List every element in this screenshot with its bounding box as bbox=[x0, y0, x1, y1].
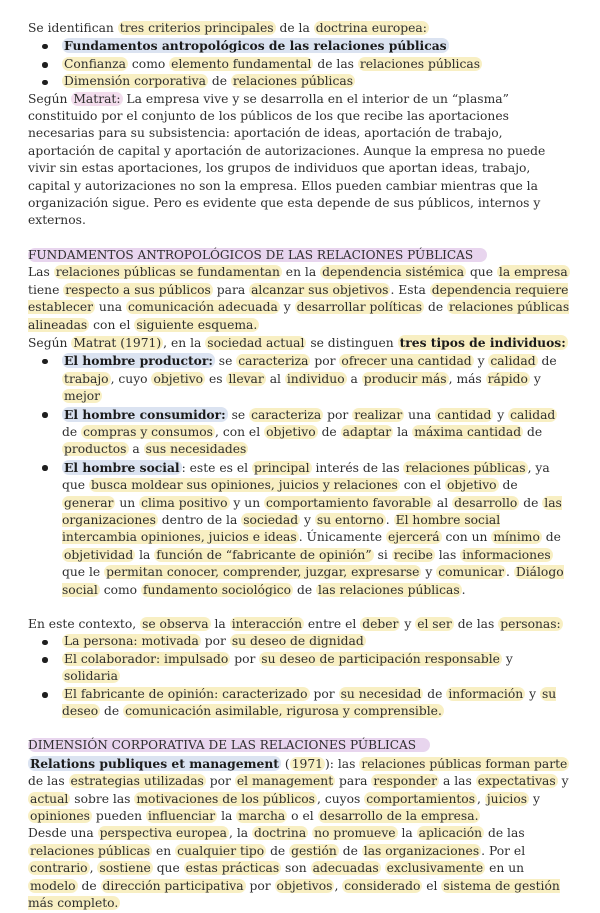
highlight: El fabricante de opinión: caracterizado bbox=[64, 686, 308, 701]
intro-lead bbox=[28, 20, 572, 37]
highlight: no promueve bbox=[314, 826, 396, 841]
section1-paragraph bbox=[28, 264, 572, 334]
text-run: de bbox=[537, 354, 557, 369]
highlight: función de “fabricante de opinión” bbox=[156, 547, 372, 562]
highlight: gestión bbox=[291, 843, 337, 858]
text-run: pueden bbox=[91, 809, 146, 824]
text-run: , cuyos bbox=[317, 791, 365, 806]
text-run: Las bbox=[28, 265, 54, 280]
text-run: que bbox=[152, 861, 184, 876]
context-lead bbox=[28, 616, 572, 633]
highlight: considerado bbox=[344, 878, 421, 893]
highlight: las relaciones públicas bbox=[318, 582, 460, 597]
highlight: adaptar bbox=[342, 424, 392, 439]
text-run: de bbox=[424, 300, 448, 315]
list-item bbox=[62, 633, 572, 650]
highlight: su deseo de participación responsable bbox=[261, 651, 500, 666]
text-run: . Únicamente bbox=[298, 530, 386, 545]
text-run: tiene bbox=[28, 282, 64, 297]
text-run: un bbox=[115, 495, 140, 510]
text-run: y bbox=[279, 300, 295, 315]
highlight: aplicación bbox=[418, 826, 483, 841]
text-run: . bbox=[506, 565, 514, 580]
text-run: o el bbox=[287, 809, 318, 824]
text-run: de bbox=[423, 686, 447, 701]
highlight: comunicar bbox=[438, 565, 505, 580]
highlight: expectativas bbox=[477, 774, 556, 789]
list-item bbox=[62, 56, 572, 73]
highlight: principal bbox=[253, 460, 310, 475]
highlight: interacción bbox=[231, 617, 302, 631]
highlight: se observa bbox=[142, 617, 209, 631]
text-run: de la bbox=[275, 21, 314, 35]
list-item bbox=[62, 686, 572, 721]
highlight: el management bbox=[236, 774, 334, 789]
highlight: objetivo bbox=[447, 478, 497, 493]
list-item bbox=[62, 73, 572, 90]
text-run: para bbox=[212, 282, 250, 297]
highlight: máxima cantidad bbox=[414, 424, 522, 439]
text-run: en la bbox=[281, 265, 321, 280]
text-run: ( bbox=[280, 756, 290, 771]
highlight: Fundamentos antropológicos de las relaciones públicas bbox=[64, 38, 447, 54]
text-run: Se identifican bbox=[28, 21, 118, 35]
text-run: por bbox=[205, 774, 235, 789]
text-run: La empresa vive y se desarrolla en el interior de un “plasma” constituido por el conjunto de los públicos de los que recibe las aportaciones necesarias para su subsistencia: aportación de ideas, aportación de trabajo, aportación de capital y aportación de autorizaciones. Aunque la empresa no puede vivir sin estas aportaciones, los grupos de individuos que aportan ideas, trabajo, capital y autorizaciones no son la empresa. Ellos pueden cambiar mientras que la organización sigue. Pero es evidente que esta depende de sus públicos, internos y externos. bbox=[28, 91, 546, 228]
highlight: productos bbox=[64, 442, 127, 457]
text-run: el bbox=[422, 878, 442, 893]
highlight: modelo bbox=[30, 878, 76, 893]
highlight: adecuadas bbox=[312, 861, 379, 876]
text-run: y bbox=[400, 617, 416, 631]
text-run: para bbox=[335, 774, 372, 789]
text-run: de bbox=[541, 530, 561, 545]
highlight: estrategias utilizadas bbox=[70, 774, 204, 789]
text-run: Según bbox=[28, 91, 72, 106]
text-run: si bbox=[373, 547, 392, 562]
type-name: El hombre productor: bbox=[64, 353, 213, 369]
text-run: . bbox=[385, 512, 394, 527]
highlight: estas prácticas bbox=[185, 861, 280, 876]
text-run: , más bbox=[448, 371, 486, 386]
text-run: y un bbox=[229, 495, 265, 510]
highlight: elemento fundamental bbox=[171, 56, 312, 71]
highlight: compras y consumos bbox=[83, 424, 213, 439]
highlight: relaciones públicas bbox=[30, 843, 151, 858]
text-run: con el bbox=[399, 478, 445, 493]
highlight: objetividad bbox=[64, 547, 134, 562]
highlight: solidaria bbox=[64, 669, 118, 684]
highlight: relaciones públicas se fundamentan bbox=[55, 265, 280, 280]
highlight: marcha bbox=[238, 809, 286, 824]
text-run: , en la bbox=[163, 335, 206, 350]
highlight: relaciones públicas forman parte bbox=[361, 756, 568, 771]
highlight: actual bbox=[30, 791, 69, 806]
text-run: , bbox=[334, 878, 343, 893]
highlight: motivaciones de los públicos bbox=[136, 791, 315, 806]
highlight: sociedad actual bbox=[207, 335, 305, 350]
highlight: personas: bbox=[500, 617, 561, 631]
text-run: , bbox=[89, 861, 98, 876]
highlight: dependencia requiere establecer bbox=[28, 282, 569, 315]
highlight: dirección participativa bbox=[102, 878, 244, 893]
text-run: al bbox=[432, 495, 453, 510]
highlight: siguiente esquema. bbox=[136, 317, 258, 332]
highlight: alcanzar sus objetivos bbox=[251, 282, 389, 297]
text-run: por bbox=[230, 651, 260, 666]
section-heading bbox=[28, 737, 572, 754]
highlight: calidad bbox=[490, 354, 536, 369]
highlight: Matrat: bbox=[73, 91, 121, 106]
text-run: de las bbox=[313, 56, 358, 71]
highlight: las organizaciones bbox=[62, 495, 562, 527]
highlight: mejor bbox=[64, 389, 101, 404]
text-run: , con el bbox=[215, 424, 265, 439]
highlight: el ser bbox=[417, 617, 452, 631]
list-item bbox=[62, 37, 572, 55]
text-run: por bbox=[310, 354, 340, 369]
highlight: las organizaciones bbox=[363, 843, 480, 858]
highlight: El hombre social intercambia opiniones, juicios e ideas bbox=[62, 512, 501, 545]
text-run: como bbox=[128, 56, 170, 71]
section-title: DIMENSIÓN CORPORATIVA DE LAS RELACIONES PÚBLICAS bbox=[28, 738, 430, 752]
highlight: desarrollo de la empresa. bbox=[319, 809, 479, 824]
text-run: por bbox=[245, 878, 275, 893]
text-run: y bbox=[421, 565, 437, 580]
text-run: la bbox=[135, 547, 155, 562]
text-run: : este es el bbox=[181, 460, 252, 475]
section-title: FUNDAMENTOS ANTROPOLÓGICOS DE LAS RELACIONES PÚBLICAS bbox=[28, 248, 487, 262]
highlight: desarrollar políticas bbox=[296, 300, 423, 315]
highlight: cualquier tipo bbox=[177, 843, 265, 858]
text-run: de bbox=[77, 878, 101, 893]
highlight: dependencia sistémica bbox=[322, 265, 465, 280]
text-run: y bbox=[473, 354, 489, 369]
highlight: la empresa bbox=[498, 265, 568, 280]
text-run: que bbox=[466, 265, 497, 280]
text-run: en un bbox=[485, 861, 525, 876]
text-run: se bbox=[214, 354, 237, 369]
highlight: su deseo bbox=[62, 686, 557, 719]
text-run: es bbox=[205, 371, 227, 386]
text-run: y bbox=[529, 371, 541, 386]
text-run: de bbox=[519, 495, 543, 510]
text-run: al bbox=[265, 371, 285, 386]
text-run: interés de las bbox=[311, 460, 404, 475]
text-run: y bbox=[529, 791, 540, 806]
highlight: Dimensión corporativa bbox=[64, 74, 206, 89]
type-name: El hombre consumidor: bbox=[64, 406, 226, 422]
highlight: desarrollo bbox=[454, 495, 518, 510]
highlight: su entorno bbox=[316, 512, 384, 527]
highlight: generar bbox=[64, 495, 114, 510]
text-run: , la bbox=[229, 826, 252, 841]
highlight: sociedad bbox=[243, 512, 299, 527]
criteria-list bbox=[28, 37, 572, 90]
highlight: influenciar bbox=[147, 809, 216, 824]
highlight: sus necesidades bbox=[145, 442, 247, 457]
text-run: de las bbox=[28, 774, 69, 789]
highlight: informaciones bbox=[462, 547, 551, 562]
text-run: y bbox=[525, 686, 540, 701]
section2-paragraph-2 bbox=[28, 825, 572, 912]
text-run: por bbox=[309, 686, 339, 701]
highlight: realizar bbox=[354, 407, 403, 422]
text-run: con un bbox=[441, 530, 492, 545]
highlight: relaciones públicas bbox=[405, 460, 526, 475]
text-run: y bbox=[300, 512, 315, 527]
highlight: opiniones bbox=[30, 809, 90, 824]
highlight: Diálogo social bbox=[62, 565, 564, 597]
highlight: caracteriza bbox=[238, 354, 309, 369]
highlight: su deseo de dignidad bbox=[231, 634, 364, 649]
highlight: producir más bbox=[363, 371, 447, 386]
text-run: de bbox=[338, 843, 362, 858]
highlight: mínimo bbox=[493, 530, 540, 545]
highlight: objetivo bbox=[153, 371, 204, 386]
highlight: doctrina bbox=[254, 826, 307, 841]
text-run: de bbox=[266, 843, 290, 858]
text-run: . Por el bbox=[481, 843, 526, 858]
text-run: por bbox=[323, 407, 353, 422]
highlight: clima positivo bbox=[141, 495, 228, 510]
highlight: comportamiento favorable bbox=[266, 495, 431, 510]
highlight: El colaborador: impulsado bbox=[64, 651, 229, 666]
highlight: relaciones públicas bbox=[232, 74, 354, 89]
text-run: la bbox=[217, 809, 237, 824]
highlight: caracteriza bbox=[251, 407, 322, 422]
highlight: sistema de gestión más completo. bbox=[28, 878, 560, 911]
matrat-paragraph bbox=[28, 91, 572, 230]
types-list bbox=[28, 352, 572, 599]
highlight: cantidad bbox=[437, 407, 492, 422]
highlight: información bbox=[448, 686, 524, 701]
highlight: rápido bbox=[487, 371, 528, 386]
highlight: juicios bbox=[486, 791, 528, 806]
text-run: a las bbox=[439, 774, 476, 789]
text-run: se bbox=[227, 407, 250, 422]
highlight: recibe bbox=[393, 547, 433, 562]
text-run: sobre las bbox=[70, 791, 135, 806]
highlight: Matrat (1971) bbox=[73, 335, 162, 350]
highlight: respecto a sus públicos bbox=[65, 282, 211, 297]
text-run: de bbox=[62, 424, 82, 439]
highlight: objetivos bbox=[276, 878, 333, 893]
highlight: perspectiva europea bbox=[99, 826, 227, 841]
highlight: llevar bbox=[228, 371, 264, 386]
list-item bbox=[62, 459, 572, 599]
text-run: entre el bbox=[304, 617, 361, 631]
list-item bbox=[62, 406, 572, 459]
text-run: una bbox=[404, 407, 436, 422]
highlight: comportamientos bbox=[366, 791, 476, 806]
highlight: comunicación adecuada bbox=[128, 300, 278, 315]
highlight: relaciones públicas alineadas bbox=[28, 300, 570, 332]
text-run: las bbox=[434, 547, 461, 562]
text-run: la bbox=[210, 617, 230, 631]
text-run: se distinguen bbox=[306, 335, 398, 350]
text-run: la bbox=[397, 826, 417, 841]
text-run: de bbox=[293, 582, 317, 597]
text-run: por bbox=[200, 634, 230, 649]
text-run: . bbox=[461, 582, 466, 597]
types-lead bbox=[28, 334, 572, 352]
text-run: con el bbox=[89, 317, 135, 332]
highlight: busca moldear sus opiniones, juicios y relaciones bbox=[90, 478, 398, 493]
highlight: permitan conocer, comprender, juzgar, expresarse bbox=[106, 565, 420, 580]
highlight: exclusivamente bbox=[386, 861, 484, 876]
highlight: calidad bbox=[510, 407, 556, 422]
highlight: comunicación asimilable, rigurosa y comprensible. bbox=[125, 704, 442, 719]
text-run: , ya que bbox=[62, 460, 550, 493]
list-item bbox=[62, 651, 572, 686]
highlight: sostiene bbox=[99, 861, 151, 876]
text-run: de bbox=[317, 424, 341, 439]
text-run: son bbox=[281, 861, 311, 876]
highlight: ejercerá bbox=[387, 530, 440, 545]
highlight: su necesidad bbox=[340, 686, 422, 701]
highlight: Relations publiques et management bbox=[30, 755, 279, 771]
text-run: ): las bbox=[325, 756, 360, 771]
context-list bbox=[28, 633, 572, 720]
text-run: . Esta bbox=[390, 282, 430, 297]
text-run: a bbox=[128, 442, 144, 457]
text-run: de bbox=[523, 424, 543, 439]
section-heading bbox=[28, 247, 572, 264]
type-name: El hombre social bbox=[64, 459, 180, 475]
highlight: deber bbox=[362, 617, 399, 631]
text-run: y bbox=[501, 651, 513, 666]
highlight: tres tipos de individuos: bbox=[399, 334, 566, 350]
text-run: que le bbox=[62, 565, 105, 580]
text-run: de bbox=[100, 704, 124, 719]
highlight: doctrina europea: bbox=[315, 21, 427, 35]
text-run: de bbox=[498, 478, 518, 493]
text-run: Desde una bbox=[28, 826, 98, 841]
text-run: dentro de la bbox=[157, 512, 242, 527]
highlight: Confianza bbox=[64, 56, 126, 71]
highlight: ofrecer una cantidad bbox=[341, 354, 472, 369]
section2-paragraph-1 bbox=[28, 755, 572, 826]
text-run: a bbox=[346, 371, 362, 386]
highlight: fundamento sociológico bbox=[142, 582, 292, 597]
text-run: como bbox=[99, 582, 141, 597]
text-run: de las bbox=[453, 617, 499, 631]
highlight: 1971 bbox=[291, 756, 323, 771]
text-run: de las bbox=[484, 826, 525, 841]
highlight: relaciones públicas bbox=[359, 56, 481, 71]
highlight: objetivo bbox=[266, 424, 316, 439]
highlight: tres criterios principales bbox=[119, 21, 274, 35]
text-run: y bbox=[493, 407, 509, 422]
highlight: individuo bbox=[286, 371, 345, 386]
text-run: en bbox=[152, 843, 176, 858]
text-run: En este contexto, bbox=[28, 617, 141, 631]
text-run: una bbox=[95, 300, 126, 315]
highlight: contrario bbox=[30, 861, 88, 876]
highlight: La persona: motivada bbox=[64, 634, 199, 649]
text-run: la bbox=[393, 424, 413, 439]
highlight: responder bbox=[373, 774, 438, 789]
text-run: de bbox=[207, 74, 231, 89]
highlight: trabajo bbox=[64, 371, 109, 386]
text-run: y bbox=[557, 774, 569, 789]
text-run: , cuyo bbox=[110, 371, 152, 386]
list-item bbox=[62, 352, 572, 405]
text-run: , bbox=[477, 791, 485, 806]
text-run: Según bbox=[28, 335, 72, 350]
